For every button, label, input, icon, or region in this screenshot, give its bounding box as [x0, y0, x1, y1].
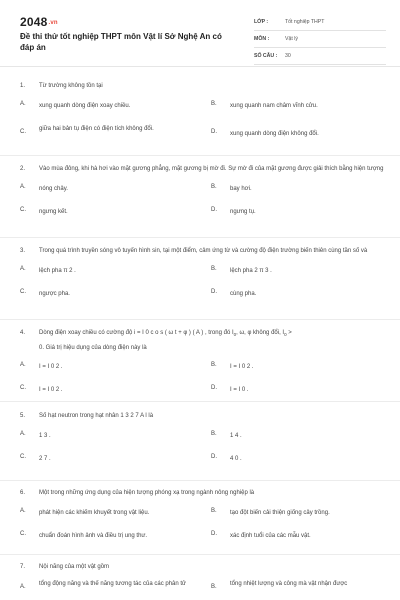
- options: A. nóng chảy. B. bay hơi. C. ngưng kết. D. ngưng tụ.: [20, 183, 256, 215]
- question-divider: [0, 155, 400, 156]
- options: A. tổng động năng và thế năng tương tác của các phân tử B. tổng nhiệt lượng và công mà vật nhận được: [20, 580, 348, 590]
- question-number: 3.: [20, 248, 26, 254]
- question-7: [20, 561, 384, 600]
- question-stem: 7. Nội năng của một vật gồm: [20, 561, 384, 574]
- question-stem: 4. Dòng điện xoay chiều có cường độ i = I 0 c o s ( ω t + φ ) ( A ) , trong đó $I_0$, ω, φ không đổi, $I_0$ > 0. Giá trị hiệu dụng của dòng điện này là: [20, 327, 384, 354]
- question-divider: [0, 319, 400, 320]
- question-stem: 6. Một trong những ứng dụng của hiện tượng phóng xạ trong ngành nông nghiệp là: [20, 487, 384, 500]
- question-stem: 3. Trong quá trình truyền sóng vô tuyến hình sin, tại một điểm, cảm ứng từ và cường độ điện trường biến thiên cùng tần số và: [20, 245, 384, 258]
- meta-row-subject: MÔN : Vật lý: [254, 33, 386, 48]
- question-number: 6.: [20, 490, 26, 496]
- question-number: 2.: [20, 166, 26, 172]
- exam-title: Đề thi thử tốt nghiệp THPT môn Vật lí Sở Nghệ An có đáp án: [20, 32, 222, 52]
- meta-row-count: SỐ CÂU : 30: [254, 50, 386, 65]
- page-header: [0, 0, 400, 66]
- question-divider: [0, 554, 400, 555]
- options: A. xung quanh dòng điện xoay chiều. B. xung quanh nam châm vĩnh cửu. C. giữa hai bản tụ điện có điện tích không đổi. D. xung quanh dòng điện không đổi.: [20, 100, 319, 137]
- question-stem: 2. Vào mùa đông, khi hà hơi vào mặt gương phẳng, mặt gương bị mờ đi. Sự mờ đi của mặt gương được giải thích bằng hiện tượng: [20, 163, 384, 176]
- question-divider: [0, 401, 400, 402]
- exam-meta: [254, 16, 386, 67]
- question-6: [20, 487, 384, 550]
- options: A. lệch pha π 2 . B. lệch pha 2 π 3 . C. ngược pha. D. cùng pha.: [20, 265, 272, 297]
- question-3: [20, 245, 384, 308]
- question-divider: [0, 237, 400, 238]
- question-number: 4.: [20, 330, 26, 336]
- options: A. I = I 0 2 . B. I = I 0 2 . C. I = I 0 2 . D. I = I 0 .: [20, 362, 254, 394]
- question-2: [20, 163, 384, 226]
- question-number: 1.: [20, 83, 26, 89]
- question-number: 7.: [20, 564, 26, 570]
- site-logo[interactable]: 2048.vn: [20, 15, 58, 29]
- question-number: 5.: [20, 413, 26, 419]
- header-divider: [0, 66, 400, 67]
- question-5: [20, 410, 384, 473]
- question-1: [20, 80, 384, 153]
- question-4: [20, 327, 384, 404]
- meta-row-grade: LỚP : Tốt nghiệp THPT: [254, 16, 386, 31]
- options: A. 1 3 . B. 1 4 . C. 2 7 . D. 4 0 .: [20, 430, 242, 462]
- question-divider: [0, 480, 400, 481]
- question-stem: 1. Từ trường không tồn tại: [20, 80, 384, 93]
- options: A. phát hiện các khiếm khuyết trong vật liệu. B. tạo đột biến cải thiện giống cây trồng. C. chuẩn đoán hình ảnh và điều trị ung thư. D. xác định tuổi của các mẫu vật.: [20, 507, 330, 539]
- question-stem: 5. Số hạt neutron trong hạt nhân 1 3 2 7 A l là: [20, 410, 384, 423]
